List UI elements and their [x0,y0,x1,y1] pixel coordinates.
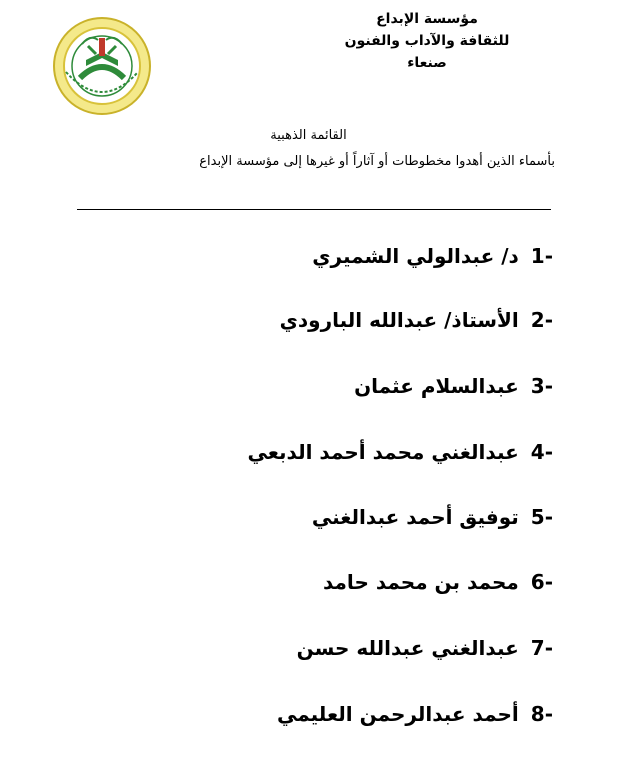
item-number: 3- [530,374,553,398]
item-name: عبدالسلام عثمان [354,374,519,398]
item-name: د/ عبدالولي الشميري [312,244,519,268]
list-item [150,438,553,466]
item-number: 4- [530,440,553,464]
document-subtitle: بأسماء الذين أهدوا مخطوطات أو آثاراً أو غيرها إلى مؤسسة الإبداع [199,154,555,169]
org-name: مؤسسة الإبداع [376,11,478,27]
list-item [150,372,553,400]
item-number: 2- [530,308,553,332]
item-name: أحمد عبدالرحمن العليمي [276,702,519,726]
list-item [150,306,553,334]
item-name: الأستاذ/ عبدالله البارودي [279,308,519,332]
item-number: 8- [530,702,553,726]
item-name: توفيق أحمد عبدالغني [311,505,519,529]
item-name: عبدالغني محمد أحمد الدبعي [247,440,519,464]
list-item [150,700,553,728]
list-item [150,242,553,270]
org-city: صنعاء [407,55,447,71]
list-item [150,503,553,531]
item-name: محمد بن محمد حامد [323,570,519,594]
item-number: 6- [530,570,553,594]
item-number: 1- [530,244,553,268]
item-number: 5- [530,505,553,529]
list-item [150,634,553,662]
document-title: القائمة الذهبية [270,128,347,143]
org-subtitle: للثقافة والآداب والفنون [344,33,510,49]
item-name: عبدالغني عبدالله حسن [296,636,519,660]
item-number: 7- [530,636,553,660]
list-item [150,568,553,596]
